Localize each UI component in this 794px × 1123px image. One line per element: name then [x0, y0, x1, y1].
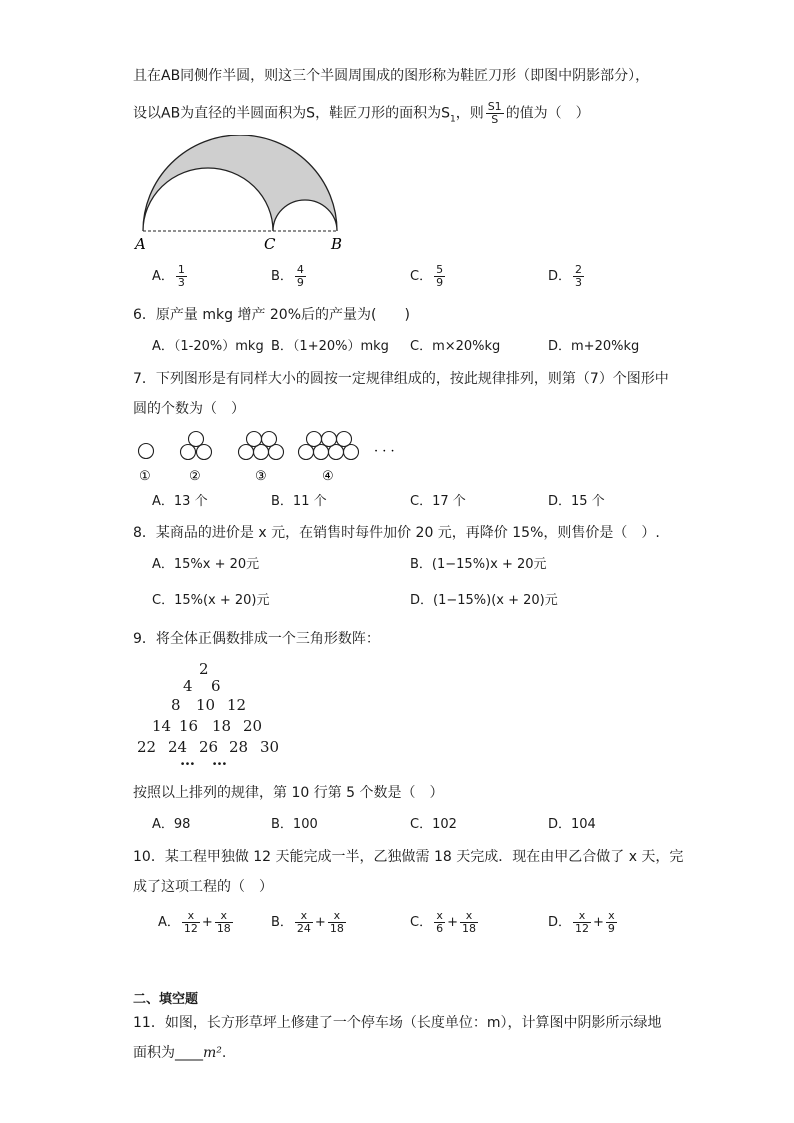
- q5-line1: 且在AB同侧作半圆，则这三个半圆周围成的图形称为鞋匠刀形（即图中阴影部分），: [133, 68, 650, 84]
- triangle-number: 14: [152, 717, 172, 735]
- triangle-number: 6: [211, 677, 221, 695]
- triangle-number: 2: [199, 660, 209, 678]
- q5-option-d[interactable]: D． $\frac{2}{3}$: [548, 263, 583, 289]
- figure-3-label: ③: [255, 469, 267, 484]
- shaded-region: [143, 135, 337, 231]
- q11-stem-line2: 面积为____m².: [133, 1045, 227, 1061]
- q8-stem: 8．某商品的进价是 x 元，在销售时每件加价 20 元，再降价 15%，则售价是（ ）.: [133, 525, 660, 541]
- q5-option-b[interactable]: B． $\frac{4}{9}$: [271, 263, 304, 289]
- q7-stem-line1: 7．下列图形是有同样大小的圆按一定规律组成的，按此规律排列，则第（7）个图形中: [133, 371, 669, 387]
- continuation-dots: …: [212, 751, 227, 769]
- q7-option-a[interactable]: A．13 个: [152, 494, 208, 509]
- section-heading: 二、填空题: [133, 992, 199, 1007]
- ellipsis: · · ·: [374, 444, 395, 459]
- q8-option-b[interactable]: B．(1−15%)x + 20元: [410, 557, 547, 572]
- q6-option-c[interactable]: C．m×20%kg: [410, 339, 501, 354]
- figure-2-circles: [181, 432, 212, 460]
- q9-question: 按照以上排列的规律，第 10 行第 5 个数是（ ）: [133, 785, 444, 801]
- q7-stem-line2: 圆的个数为（ ）: [133, 401, 245, 417]
- figure-1-label: ①: [139, 469, 151, 484]
- triangle-number: 8: [171, 696, 181, 714]
- q5-line2: 设以AB为直径的半圆面积为S，鞋匠刀形的面积为$S_1$，则 $\frac{S1}{S}$ 的值为（ ）: [133, 100, 590, 126]
- q10-option-c[interactable]: C． $\frac{x}{6}$ + $\frac{x}{18}$: [410, 909, 476, 935]
- triangle-number: 30: [260, 738, 280, 756]
- q5-option-a[interactable]: A． $\frac{1}{3}$: [152, 263, 185, 289]
- point-c-label: C: [264, 235, 276, 253]
- q7-option-b[interactable]: B．11 个: [271, 494, 327, 509]
- triangle-number: 26: [199, 738, 219, 756]
- q10-option-a[interactable]: A． $\frac{x}{12}$ + $\frac{x}{18}$: [158, 909, 231, 935]
- q10-option-d[interactable]: D． $\frac{x}{12}$ + $\frac{x}{9}$: [548, 909, 615, 935]
- triangle-number: 28: [229, 738, 249, 756]
- q11-stem-line1: 11．如图，长方形草坪上修建了一个停车场（长度单位：m），计算图中阴影所示绿地: [133, 1015, 662, 1031]
- continuation-dots: …: [180, 751, 195, 769]
- triangle-number: 22: [137, 738, 157, 756]
- q9-option-a[interactable]: A．98: [152, 817, 191, 832]
- triangle-number: 4: [183, 677, 193, 695]
- figure-1-circles: [139, 444, 154, 459]
- triangle-number: 20: [243, 717, 263, 735]
- figure-3-circles: [239, 432, 284, 460]
- q6-stem: 6．原产量 mkg 增产 20%后的产量为( ): [133, 307, 410, 323]
- q10-stem-line2: 成了这项工程的（ ）: [133, 879, 273, 895]
- point-b-label: B: [331, 235, 343, 253]
- triangle-number: 10: [196, 696, 216, 714]
- triangle-number: 24: [168, 738, 188, 756]
- circle-pattern-figure: [130, 428, 420, 488]
- q7-option-d[interactable]: D．15 个: [548, 494, 605, 509]
- point-a-label: A: [135, 235, 146, 253]
- shoemaker-knife-figure: [130, 135, 350, 255]
- q5-option-c[interactable]: C． $\frac{5}{9}$: [410, 263, 444, 289]
- triangle-number: 12: [227, 696, 247, 714]
- q8-option-c[interactable]: C．15%(x + 20)元: [152, 593, 270, 608]
- q8-option-d[interactable]: D．(1−15%)(x + 20)元: [410, 593, 558, 608]
- q6-option-d[interactable]: D．m+20%kg: [548, 339, 640, 354]
- q6-option-b[interactable]: B．（1+20%）mkg: [271, 339, 389, 354]
- figure-4-circles: [299, 432, 359, 460]
- answer-blank[interactable]: ____: [175, 1045, 203, 1061]
- q9-option-b[interactable]: B．100: [271, 817, 318, 832]
- q9-stem: 9．将全体正偶数排成一个三角形数阵：: [133, 631, 380, 647]
- q10-option-b[interactable]: B． $\frac{x}{24}$ + $\frac{x}{18}$: [271, 909, 344, 935]
- figure-4-label: ④: [322, 469, 334, 484]
- q9-option-d[interactable]: D．104: [548, 817, 596, 832]
- figure-2-label: ②: [189, 469, 201, 484]
- q10-stem-line1: 10．某工程甲独做 12 天能完成一半，乙独做需 18 天完成．现在由甲乙合做了 x 天，完: [133, 849, 684, 865]
- triangle-number: 18: [212, 717, 232, 735]
- q6-option-a[interactable]: A．（1-20%）mkg: [152, 339, 264, 354]
- q7-option-c[interactable]: C．17 个: [410, 494, 466, 509]
- q9-option-c[interactable]: C．102: [410, 817, 457, 832]
- triangle-number: 16: [179, 717, 199, 735]
- q8-option-a[interactable]: A．15%x + 20元: [152, 557, 260, 572]
